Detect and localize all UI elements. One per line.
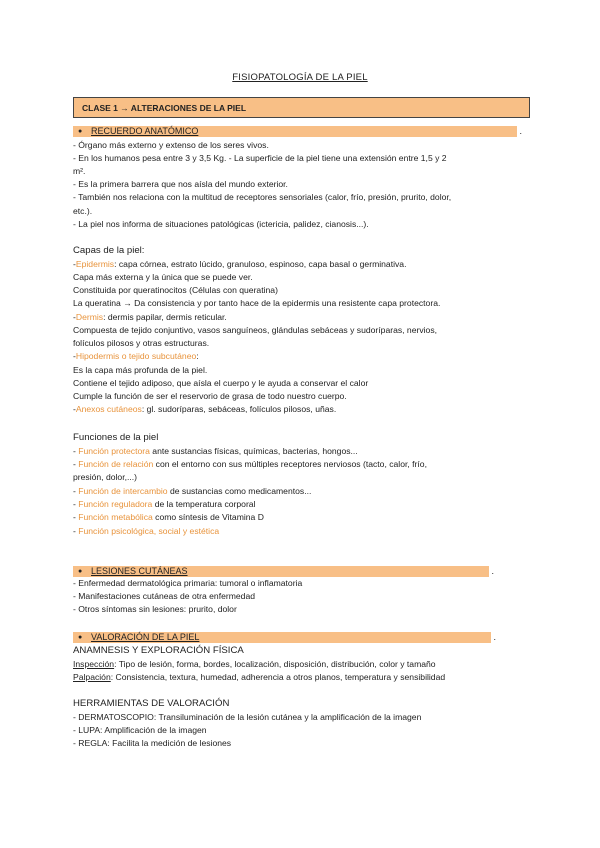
hypodermis-label: Hipodermis o tejido subcutáneo: [75, 351, 197, 361]
text-line: Capa más externa y la única que se puede ver.: [73, 272, 253, 282]
inspection-line: [73, 659, 436, 670]
function-item: - Función protectora ante sustancias físicas, químicas, bacterias, hongos...: [73, 446, 358, 456]
function-item: - Función reguladora de la temperatura corporal: [73, 499, 256, 509]
annexes-line: -Anexos cutáneos: gl. sudoríparas, sebáceas, folículos pilosos, uñas.: [73, 404, 337, 414]
text-line: - La piel nos informa de situaciones patológicas (ictericia, palidez, cianosis...).: [73, 219, 369, 229]
epidermis-text: : capa córnea, estrato lúcido, granuloso, espinoso, capa basal o germinativa.: [114, 259, 407, 269]
tool-item: - LUPA: Amplificación de la imagen: [73, 725, 207, 735]
text-line: - Otros síntomas sin lesiones: prurito, dolor: [73, 604, 237, 614]
text-line: - Órgano más externo y extenso de los seres vivos.: [73, 140, 269, 150]
text-line: La queratina → Da consistencia y por tanto hace de la epidermis una resistente capa protectora.: [73, 298, 441, 308]
function-label: Función de intercambio: [78, 486, 168, 496]
annexes-text: : gl. sudoríparas, sebáceas, folículos pilosos, uñas.: [141, 404, 337, 414]
section-header-valoracion: [73, 632, 496, 643]
annexes-label: Anexos cutáneos: [75, 404, 142, 414]
section-heading: LESIONES CUTÁNEAS: [91, 566, 188, 576]
function-label: Función protectora: [78, 446, 150, 456]
section-heading: VALORACIÓN DE LA PIEL: [91, 632, 200, 642]
tool-item: - DERMATOSCOPIO: Transiluminación de la lesión cutánea y la amplificación de la imagen: [73, 712, 422, 722]
dermis-text: : dermis papilar, dermis reticular.: [103, 312, 227, 322]
function-label: Función reguladora: [78, 499, 153, 509]
document-title: FISIOPATOLOGÍA DE LA PIEL: [232, 72, 368, 83]
function-label: Función psicológica, social y estética: [78, 526, 220, 536]
function-label: Función de relación: [78, 459, 154, 469]
epidermis-label: Epidermis: [75, 259, 115, 269]
function-text: de la temperatura corporal: [152, 499, 256, 509]
function-item: presión, dolor,...): [73, 472, 138, 482]
bullet-icon: ●: [78, 634, 83, 641]
function-text: de sustancias como medicamentos...: [167, 486, 312, 496]
text-line: Contiene el tejido adiposo, que aísla el cuerpo y le ayuda a conservar el calor: [73, 378, 369, 388]
epidermis-line: -Epidermis: capa córnea, estrato lúcido, granuloso, espinoso, capa basal o germinativa.: [73, 259, 407, 269]
text-line: folículos pilosos y otras estructuras.: [73, 338, 210, 348]
hypodermis-line: -Hipodermis o tejido subcutáneo:: [73, 351, 199, 361]
palpation-label: Palpación: [73, 672, 111, 682]
section-heading: RECUERDO ANATÓMICO: [91, 126, 199, 136]
dermis-label: Dermis: [75, 312, 104, 322]
class-banner: CLASE 1 → ALTERACIONES DE LA PIEL: [73, 97, 530, 118]
function-text: ante sustancias físicas, químicas, bacterias, hongos...: [149, 446, 358, 456]
function-text: como síntesis de Vitamina D: [152, 512, 264, 522]
bullet-icon: ●: [78, 568, 83, 575]
text-line: - También nos relaciona con la multitud de receptores sensoriales (calor, frío, presión, prurito, dolor,: [73, 192, 452, 202]
function-item: - Función de relación con el entorno con sus múltiples receptores nerviosos (tacto, calor, frío,: [73, 459, 427, 469]
section-end-mark: .: [491, 566, 494, 576]
tools-heading: HERRAMIENTAS DE VALORACIÓN: [73, 698, 230, 709]
dermis-line: -Dermis: dermis papilar, dermis reticular.: [73, 312, 227, 322]
tool-item: - REGLA: Facilita la medición de lesiones: [73, 738, 232, 748]
inspection-label: Inspección: [73, 659, 115, 669]
text-line: Compuesta de tejido conjuntivo, vasos sanguíneos, glándulas sebáceas y sudoríparas, nervios,: [73, 325, 438, 335]
layers-heading: Capas de la piel:: [73, 245, 145, 256]
bullet-icon: ●: [78, 128, 83, 135]
section-end-mark: .: [519, 126, 522, 136]
hypodermis-text: :: [196, 351, 199, 361]
assessment-heading: ANAMNESIS Y EXPLORACIÓN FÍSICA: [73, 645, 244, 656]
section-header-recuerdo-anatomico: [73, 126, 522, 137]
text-line: etc.).: [73, 206, 93, 216]
function-label: Función metabólica: [78, 512, 153, 522]
text-line: m².: [73, 166, 86, 176]
function-item: - Función metabólica como síntesis de Vitamina D: [73, 512, 264, 522]
inspection-text: : Tipo de lesión, forma, bordes, localización, disposición, distribución, color y tamaño: [114, 659, 436, 669]
function-item: - Función psicológica, social y estética: [73, 526, 220, 536]
palpation-line: [73, 672, 445, 683]
text-line: Es la capa más profunda de la piel.: [73, 365, 208, 375]
functions-heading: Funciones de la piel: [73, 432, 159, 443]
palpation-text: : Consistencia, textura, humedad, adherencia a otros planos, temperatura y sensibilidad: [110, 672, 446, 682]
text-line: - Es la primera barrera que nos aísla del mundo exterior.: [73, 179, 288, 189]
text-line: - Manifestaciones cutáneas de otra enfermedad: [73, 591, 256, 601]
text-line: Cumple la función de ser el reservorio de grasa de todo nuestro cuerpo.: [73, 391, 347, 401]
section-header-lesiones-cutaneas: [73, 566, 494, 577]
function-item: - Función de intercambio de sustancias como medicamentos...: [73, 486, 312, 496]
text-line: - En los humanos pesa entre 3 y 3,5 Kg. - La superficie de la piel tiene una extensión entre 1,5 y 2: [73, 153, 447, 163]
section-end-mark: .: [493, 632, 496, 642]
text-line: - Enfermedad dermatológica primaria: tumoral o inflamatoria: [73, 578, 303, 588]
text-line: Constituida por queratinocitos (Células con queratina): [73, 285, 278, 295]
function-text: con el entorno con sus múltiples receptores nerviosos (tacto, calor, frío,: [153, 459, 427, 469]
